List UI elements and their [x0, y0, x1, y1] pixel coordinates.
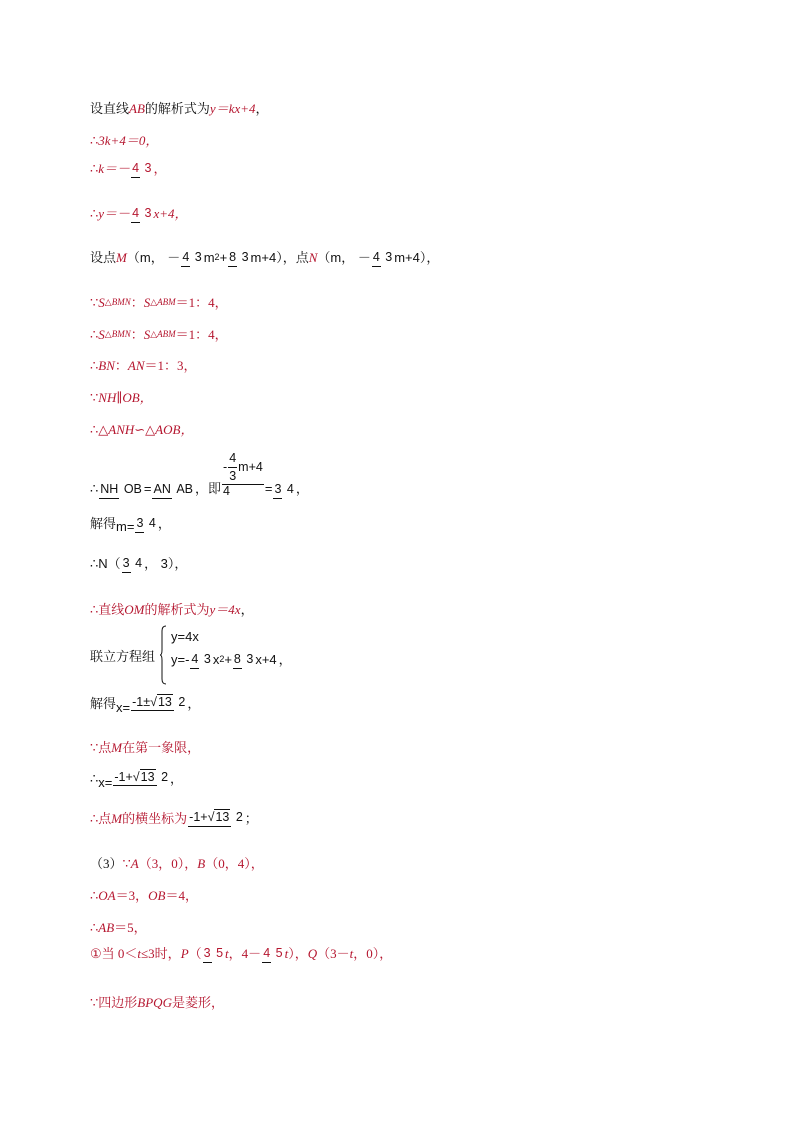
math-t: t	[137, 946, 142, 961]
compound-fraction	[222, 452, 264, 498]
math-k: k＝－	[98, 161, 131, 176]
text: 的横坐标为	[122, 811, 188, 827]
line-17	[90, 741, 200, 754]
numerator: 4	[190, 652, 199, 669]
fraction	[99, 483, 143, 496]
line-5	[90, 251, 439, 264]
text: （m， －	[317, 250, 371, 265]
circled-one-icon: ①	[90, 946, 102, 961]
math-eq: y＝4x	[209, 602, 241, 617]
radicand: 13	[140, 769, 155, 784]
text: 直线	[98, 602, 125, 617]
text: ＝1：3，	[144, 358, 197, 373]
math-t: t	[284, 946, 289, 961]
text: 当 0＜	[101, 946, 138, 961]
therefore-symbol: ∴	[90, 161, 99, 176]
text: ，即	[195, 481, 222, 497]
line-1	[90, 102, 269, 115]
denominator: 4	[223, 484, 230, 498]
numerator: 4	[228, 452, 237, 468]
text: -	[223, 459, 228, 474]
math-ob: OB	[148, 888, 166, 903]
line-20	[90, 857, 264, 870]
text: 点	[98, 740, 112, 755]
sqrt-icon: √	[132, 769, 140, 784]
point-b: B	[197, 856, 206, 871]
text: 在第一象限，	[122, 740, 201, 755]
text: （3，0），	[138, 856, 198, 871]
denominator: 3	[144, 161, 152, 176]
because-symbol: ∵	[90, 995, 99, 1010]
text: =	[264, 481, 273, 497]
numerator: 3	[273, 482, 282, 499]
denominator: 3	[246, 652, 254, 667]
numerator: NH	[99, 482, 119, 499]
math-bpqg: BPQG	[137, 995, 172, 1010]
point-a: A	[130, 856, 139, 871]
fraction	[135, 517, 156, 530]
text: ，0），	[353, 946, 393, 961]
text: 设直线	[90, 101, 130, 116]
denominator: AB	[176, 481, 194, 496]
text: ＝1：4，	[175, 327, 228, 342]
text-comma: ，	[255, 101, 269, 116]
because-symbol: ∵	[90, 295, 99, 310]
text: 的解析式为	[144, 602, 210, 617]
numerator: 8	[228, 250, 237, 267]
text: 点	[98, 811, 112, 827]
numerator: 8	[233, 652, 242, 669]
numerator: 4	[131, 206, 140, 223]
denominator: 3	[203, 652, 211, 667]
line-10	[90, 423, 193, 436]
text: ，	[157, 516, 171, 531]
text: x+4	[255, 652, 277, 667]
radicand: 13	[157, 694, 172, 709]
text: ：	[130, 295, 144, 310]
text: m+4	[238, 459, 263, 474]
text: ，	[295, 481, 309, 497]
text: ），	[288, 946, 308, 961]
text: ＝1：4，	[175, 295, 228, 310]
fraction	[131, 207, 152, 220]
point-n: N	[308, 250, 318, 265]
denominator: 4	[148, 516, 156, 531]
point-m: M	[111, 740, 123, 755]
numerator: 3	[203, 946, 212, 963]
text: 的解析式为	[144, 101, 210, 116]
text: x=	[116, 700, 131, 715]
numerator: 4	[131, 161, 140, 178]
denominator: 2	[161, 769, 169, 784]
fraction	[152, 483, 194, 496]
line-4	[90, 207, 188, 220]
math-ab: AB	[98, 920, 115, 935]
because-symbol: ∵	[90, 390, 99, 405]
math-t: t	[349, 946, 354, 961]
therefore-symbol: ∴	[90, 358, 99, 373]
math-similar: △ANH∽△AOB，	[98, 422, 194, 437]
numerator: 4	[372, 250, 381, 267]
text: 设点	[90, 250, 117, 265]
text: -1+	[189, 810, 208, 824]
left-brace-icon	[160, 625, 166, 685]
text: =	[143, 481, 152, 497]
equation-1	[171, 630, 199, 643]
text: ，	[187, 696, 201, 711]
text: 联立方程组	[90, 649, 156, 664]
denominator: 5	[275, 946, 283, 961]
math-s: S	[143, 327, 151, 342]
numerator	[131, 696, 174, 712]
fraction	[113, 771, 169, 787]
numerator: 3	[122, 556, 131, 573]
line-19	[90, 811, 258, 827]
therefore-symbol: ∴	[90, 206, 99, 221]
fraction	[131, 696, 186, 712]
text: ，	[170, 771, 184, 786]
math-oa: OA	[98, 888, 116, 903]
because-symbol: ∵	[90, 740, 99, 755]
text: ＝3，	[115, 888, 149, 903]
text: （m， －	[126, 250, 181, 265]
therefore-symbol: ∴	[90, 771, 99, 786]
line-9	[90, 391, 153, 404]
fraction	[188, 811, 244, 827]
point-m: M	[111, 811, 123, 827]
exponent: 2	[214, 252, 220, 262]
line-7	[90, 328, 228, 341]
text: ，	[153, 161, 167, 176]
text: m=	[116, 519, 135, 534]
line-8	[90, 359, 197, 372]
line-14	[90, 603, 254, 616]
line-3	[90, 162, 166, 175]
line-2	[90, 134, 158, 147]
therefore-symbol: ∴	[90, 481, 99, 497]
math-s: S	[143, 295, 151, 310]
numerator: 4	[262, 946, 271, 963]
fraction	[131, 162, 152, 175]
line-24	[90, 996, 224, 1009]
text: ；	[244, 811, 258, 827]
subscript: △ABM	[150, 297, 176, 307]
point-q: Q	[307, 946, 318, 961]
because-symbol: ∵	[122, 856, 131, 871]
text: m+4），	[394, 250, 440, 265]
line-22	[90, 921, 147, 934]
numerator: 4	[181, 250, 190, 267]
sqrt-icon: √	[207, 810, 215, 824]
text: （3）	[90, 856, 123, 871]
text: （0，4），	[205, 856, 264, 871]
subscript: △BMN	[104, 329, 131, 339]
denominator: 5	[216, 946, 224, 961]
text: 解得	[90, 696, 117, 711]
denominator: 3	[229, 468, 237, 483]
therefore-symbol: ∴	[90, 888, 99, 903]
exponent: 2	[219, 654, 225, 664]
text: -1±	[132, 694, 151, 709]
text: （	[188, 946, 202, 961]
text: 解得	[90, 516, 117, 531]
denominator: 3	[194, 250, 202, 265]
fraction	[122, 557, 143, 570]
fraction	[190, 653, 211, 666]
text: +	[219, 250, 228, 265]
text: （3－	[317, 946, 350, 961]
math-an: AN	[127, 358, 145, 373]
therefore-symbol: ∴	[90, 602, 99, 617]
text: -1+	[114, 769, 133, 784]
fraction	[262, 947, 283, 960]
text: x	[212, 652, 220, 667]
equation-2	[171, 653, 292, 666]
therefore-symbol: ∴	[90, 811, 99, 827]
math-parallel: NH∥OB，	[98, 390, 153, 405]
therefore-symbol: ∴	[90, 556, 99, 571]
text: ，	[240, 602, 254, 617]
numerator: AN	[152, 482, 171, 499]
subscript: △ABM	[150, 329, 176, 339]
text: N（	[98, 556, 121, 571]
line-18	[90, 768, 183, 789]
line-16	[90, 693, 200, 714]
text: ：	[130, 327, 144, 342]
sqrt-icon: √	[150, 694, 157, 709]
text: +	[224, 652, 232, 667]
denominator: 3	[241, 250, 249, 265]
line-11	[90, 452, 309, 498]
math-t: t	[225, 946, 229, 961]
line-21	[90, 889, 198, 902]
fraction	[228, 251, 249, 264]
fraction	[273, 483, 294, 496]
line-23	[90, 947, 392, 960]
math-s: S	[98, 327, 105, 342]
denominator: 4	[286, 481, 294, 496]
therefore-symbol: ∴	[90, 920, 99, 935]
numerator	[188, 811, 231, 827]
denominator: 3	[385, 250, 393, 265]
fraction	[203, 947, 224, 960]
line-15	[90, 650, 155, 663]
text: m+4），点	[250, 250, 309, 265]
math-y: y＝－	[98, 206, 131, 221]
numerator	[113, 771, 156, 787]
math-bn: BN	[98, 358, 115, 373]
line-12	[90, 514, 171, 533]
math-eq: 3k+4＝0，	[98, 133, 159, 148]
point-m: M	[116, 250, 127, 265]
point-p: P	[180, 946, 189, 961]
fraction	[181, 251, 202, 264]
text: 四边形	[98, 995, 138, 1010]
text: ， 3），	[144, 556, 188, 571]
numerator: 3	[135, 516, 144, 533]
denominator: OB	[123, 481, 142, 496]
text: y=4x	[171, 629, 199, 644]
therefore-symbol: ∴	[90, 133, 99, 148]
fraction	[228, 452, 237, 482]
text: 是菱形，	[171, 995, 224, 1010]
denominator: 2	[178, 694, 186, 709]
denominator: 2	[235, 810, 243, 824]
text: ：	[114, 358, 128, 373]
text: x=	[98, 775, 113, 790]
math-tail: x+4，	[153, 206, 188, 221]
fraction	[372, 251, 393, 264]
text: ＝5，	[114, 920, 147, 935]
text: m	[203, 250, 215, 265]
subscript: △BMN	[104, 297, 131, 307]
math-eq: y＝kx+4	[209, 101, 256, 116]
line-13	[90, 557, 187, 570]
math-ab: AB	[129, 101, 145, 116]
denominator: 4	[135, 556, 143, 571]
text: y=-	[171, 652, 190, 667]
text: ，	[278, 652, 292, 667]
text: ，4－	[228, 946, 262, 961]
radicand: 13	[215, 810, 230, 824]
text: ＝4，	[165, 888, 198, 903]
therefore-symbol: ∴	[90, 327, 99, 342]
line-6	[90, 296, 228, 309]
therefore-symbol: ∴	[90, 422, 99, 437]
math-s: S	[98, 295, 105, 310]
math-om: OM	[124, 602, 145, 617]
denominator: 3	[144, 206, 152, 221]
fraction	[233, 653, 254, 666]
text: ≤3时，	[141, 946, 181, 961]
